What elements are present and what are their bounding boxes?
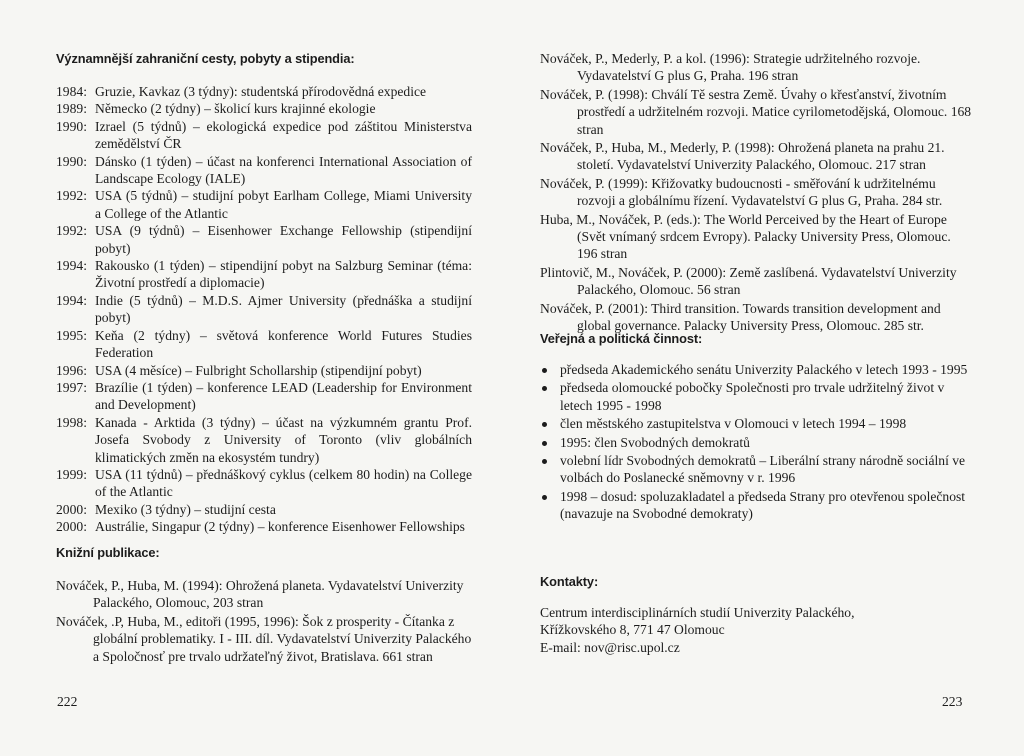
trip-description: USA (11 týdnů) – přednáškový cyklus (celkem 80 hodin) na College of the Atlantic [95,466,472,500]
trip-description: Mexiko (3 týdny) – studijní cesta [95,501,276,517]
trip-item [56,153,472,188]
trip-item [56,466,472,501]
activity-item [540,452,974,487]
activity-list [540,361,974,523]
trip-description: Kanada - Arktida (3 týdny) – účast na výzkumném grantu Prof. Josefa Svobody z University of Toronto (vliv globálních klimatických změn na ekosystém tundry) [95,414,472,465]
trip-item [56,83,472,100]
trip-list [56,83,472,536]
publication-entry: Plintovič, M., Nováček, P. (2000): Země zaslíbená. Vydavatelství Univerzity Palackého, Olomouc. 56 stran [540,264,957,298]
activity-text: člen městského zastupitelstva v Olomouci v letech 1994 – 1998 [560,416,907,432]
trip-year: 1984: [56,84,87,99]
trip-description: Izrael (5 týdnů) – ekologická expedice pod záštitou Ministerstva zemědělství ČR [95,118,472,152]
bullet-icon [540,361,560,378]
activity-item [540,434,974,451]
trip-description: USA (4 měsíce) – Fulbright Schollarship (stipendijní pobyt) [95,362,422,378]
publication-entry: Nováček, P., Huba, M., Mederly, P. (1998): Ohrožená planeta na prahu 21. století. Vydavatelství Univerzity Palackého, Olomouc. 217 stran [540,140,945,173]
book-entry: Nováček, P., Huba, M. (1994): Ohrožená planeta. Vydavatelství Univerzity Palackého, Olomouc, 203 stran [56,578,464,611]
trip-year: 1992: [56,223,87,239]
activity-text: předseda olomoucké pobočky Společnosti pro trvale udržitelný život v letech 1995 - 1998 [560,380,945,413]
activity-item [540,415,974,432]
trip-item [56,118,472,153]
contact-email: E-mail: nov@risc.upol.cz [540,639,680,655]
activity-item [540,488,974,523]
trips-section [56,83,472,536]
trip-item [56,257,472,292]
trip-item [56,187,472,222]
publications-section [540,50,974,336]
trip-year: 2000: [56,501,87,517]
bullet-icon [540,415,560,432]
trip-item [56,362,472,379]
book-list [56,577,474,665]
right-page [512,0,1024,756]
trip-item [56,292,472,327]
trip-item [56,100,472,117]
activity-text: volební lídr Svobodných demokratů – Liberální strany národně sociální ve volbách do Poslanecké sněmovny v r. 1996 [560,453,966,486]
trip-description: Rakousko (1 týden) – stipendijní pobyt na Salzburg Seminar (téma: Životní prostředí a diplomacie) [95,258,472,291]
trip-year: 1994: [56,292,87,308]
page-number-left: 222 [57,694,78,709]
trip-item [56,379,472,414]
activity-item [540,361,974,378]
publication-entry: Nováček, P., Mederly, P. a kol. (1996): Strategie udržitelného rozvoje. Vydavatelství G plus G, Praha. 196 stran [540,51,921,84]
trip-year: 2000: [56,519,87,535]
trip-year: 1995: [56,327,87,343]
trip-year: 1999: [56,466,87,482]
trip-item [56,501,472,518]
bullet-icon [540,452,560,469]
publication-entry: Nováček, P. (1999): Křižovatky budoucnosti - směřování k udržitelnému rozvoji a globálnímu řízení. Vydavatelství G plus G, Praha. 284 str. [540,175,943,209]
bullet-icon [540,488,560,505]
contacts-heading: Kontakty: [540,574,599,589]
contact-institution: Centrum interdisciplinárních studií Univerzity Palackého, [540,605,855,620]
contact-address: Křížkovského 8, 771 47 Olomouc [540,622,725,638]
trip-description: Brazílie (1 týden) – konference LEAD (Leadership for Environment and Development) [95,379,472,413]
activity-text: předseda Akademického senátu Univerzity Palackého v letech 1993 - 1995 [560,362,968,377]
publication-entry: Huba, M., Nováček, P. (eds.): The World Perceived by the Heart of Europe (Svět vnímaný srdcem Evropy). Palacky University Press, Olomouc. 196 stran [540,211,951,262]
trip-year: 1996: [56,362,87,378]
bullet-icon [540,434,560,451]
trip-description: USA (5 týdnů) – studijní pobyt Earlham College, Miami University a College of the Atlantic [95,188,472,221]
page-number-right: 223 [942,694,963,709]
trip-year: 1990: [56,118,87,134]
trip-item [56,327,472,362]
trip-description: Německo (2 týdny) – školicí kurs krajinné ekologie [95,101,376,117]
trip-year: 1997: [56,379,87,395]
books-heading: Knižní publikace: [56,545,160,560]
trips-heading: Významnější zahraniční cesty, pobyty a stipendia: [56,51,355,66]
trip-description: Keňa (2 týdny) – světová konference World Futures Studies Federation [95,327,472,361]
trip-item [56,414,472,466]
trip-description: Indie (5 týdnů) – M.D.S. Ajmer University (přednáška a studijní pobyt) [95,292,472,326]
publication-entry: Nováček, P. (2001): Third transition. Towards transition development and global governance. Palacky University Press, Olomouc. 285 str. [540,300,941,334]
activities-section [540,361,974,524]
activity-item [540,379,974,414]
activity-text: 1995: člen Svobodných demokratů [560,434,750,450]
activities-heading: Veřejná a politická činnost: [540,331,703,346]
trip-description: Gruzie, Kavkaz (3 týdny): studentská přírodovědná expedice [95,84,427,99]
trip-year: 1989: [56,101,87,117]
book-entry: Nováček, .P, Huba, M., editoři (1995, 1996): Šok z prosperity - Čítanka z globální problematiky. I - III. díl. Vydavatelství Univerzity Palackého a Spoločnosť pre trvalo udržateľný život, Bratislava. 661 stran [56,613,472,664]
trip-year: 1990: [56,153,87,169]
activity-text: 1998 – dosud: spoluzakladatel a předseda Strany pro otevřenou společnost (navazuje na Svobodné demokraty) [560,488,966,522]
trip-description: Dánsko (1 týden) – účast na konferenci International Association of Landscape Ecology (IALE) [95,153,472,187]
trip-year: 1992: [56,188,87,204]
publication-list [540,50,974,335]
books-section [56,577,474,666]
trip-item [56,222,472,257]
trip-year: 1998: [56,414,87,430]
contacts-section [540,604,974,656]
trip-year: 1994: [56,258,87,274]
publication-entry: Nováček, P. (1998): Chválí Tě sestra Země. Úvahy o křesťanství, životním prostředí a udržitelném rozvoji. Matice cyrilometodějská, Olomouc. 168 stran [540,86,972,137]
trip-description: Austrálie, Singapur (2 týdny) – konference Eisenhower Fellowships [95,519,465,535]
trip-description: USA (9 týdnů) – Eisenhower Exchange Fellowship (stipendijní pobyt) [95,223,472,256]
trip-item [56,518,472,535]
bullet-icon [540,379,560,396]
